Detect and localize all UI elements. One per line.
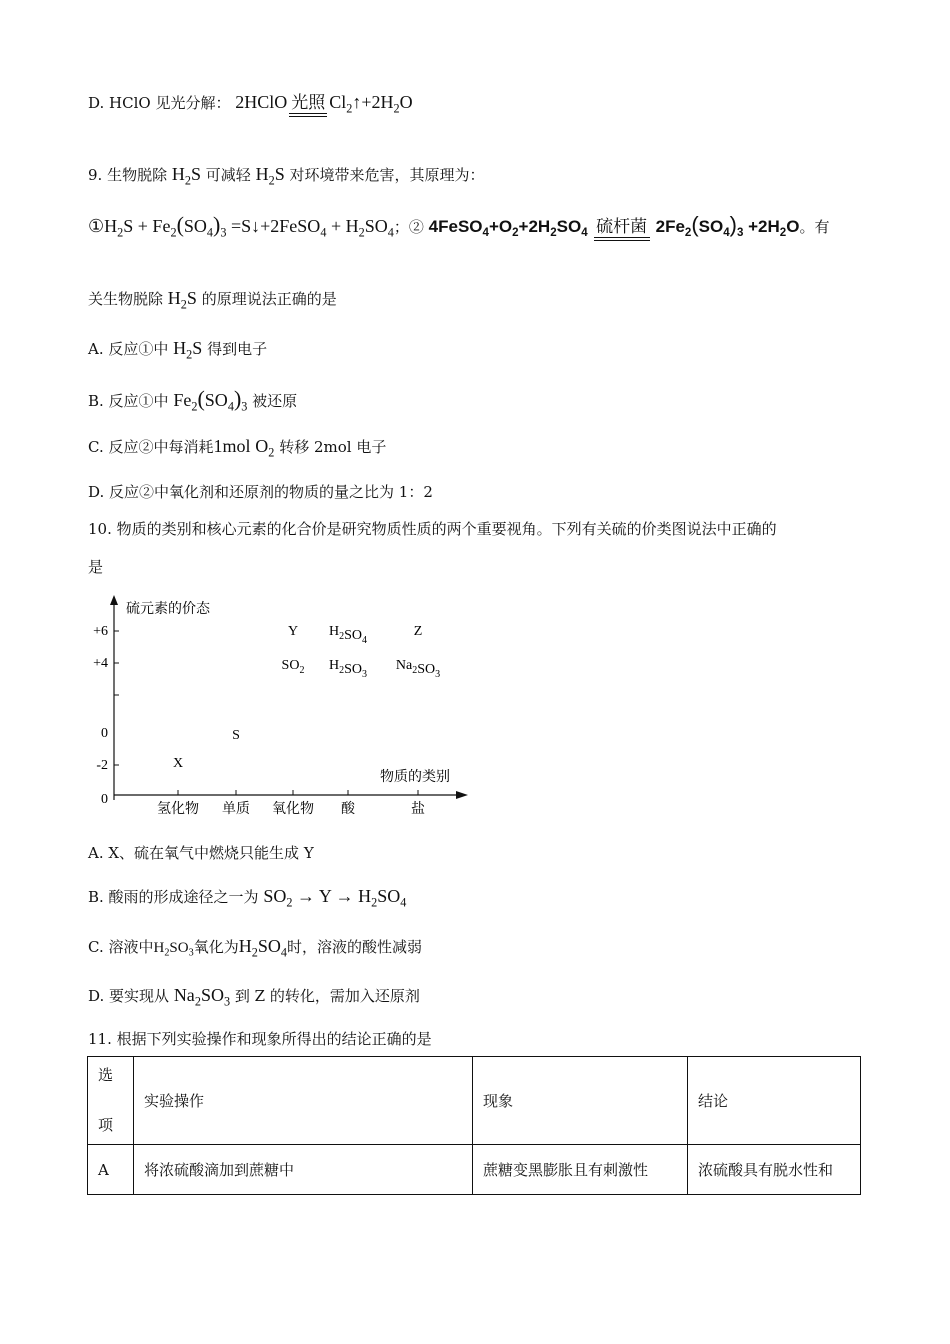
q9-eq-tail: 。有	[799, 218, 830, 236]
q9-a-prefix: A. 反应①中	[88, 340, 169, 358]
y-tick-label: -2	[96, 758, 108, 773]
table-row	[88, 1145, 861, 1195]
y-tick-label: 0	[101, 792, 108, 807]
q9-stem-b: 可减轻	[205, 166, 251, 184]
q10-c-mid: 氧化为	[193, 938, 239, 956]
q9-b-suffix: 被还原	[252, 392, 298, 410]
table-cell: 浓硫酸具有脱水性和	[688, 1145, 861, 1195]
q10-stem: 10. 物质的类别和核心元素的化合价是研究物质性质的两个重要视角。下列有关硫的价类图说法中正确的	[88, 520, 777, 538]
y-axis	[110, 595, 118, 800]
q10-option-c	[88, 936, 422, 960]
q8-equation: 2HClO 光照 $Cl_2↑+2H_2O$	[235, 92, 413, 116]
formula-o2: $O_2$	[255, 436, 275, 460]
q9-stem-a: 9. 生物脱除	[88, 166, 168, 184]
point-label-x: X	[172, 756, 184, 771]
y-axis-label: 硫元素的价态	[126, 601, 210, 617]
x-tick-label: 氧化物	[272, 801, 314, 817]
q9-stem2-a: 关生物脱除	[88, 290, 164, 308]
formula-h2s: $H_2S$	[173, 338, 203, 362]
q9-eq2-prefix: ②	[408, 218, 424, 236]
q8-d-prefix: D. HClO 见光分解：	[88, 94, 231, 112]
q9-stem-2	[88, 288, 337, 312]
y-tick-label: +4	[93, 656, 108, 671]
q9-stem-c: 对环境带来危害，其原理为：	[289, 166, 485, 184]
y-tick-label: +6	[93, 624, 108, 639]
q9-option-d: D. 反应②中氧化剂和还原剂的物质的量之比为 1：2	[88, 483, 433, 501]
formula-h2s: $H_2S$	[167, 288, 197, 312]
q8-option-d	[88, 92, 413, 121]
sulfur-valence-chart	[88, 595, 488, 825]
q9-eq-separator: ；	[393, 218, 409, 236]
q10-option-d	[88, 985, 420, 1009]
q9-option-a	[88, 338, 268, 362]
y-tick-label: 0	[101, 726, 108, 741]
q11-table	[87, 1056, 861, 1195]
header-option	[88, 1057, 134, 1145]
point-label-y: Y	[287, 624, 299, 639]
q9-c-suffix: 转移 2mol 电子	[279, 438, 387, 456]
q9-stem	[88, 164, 485, 188]
q9-option-c	[88, 436, 387, 460]
formula-fe2so43: $Fe_2(SO_4)_3$	[173, 386, 248, 414]
formula-h2s: $H_2S$	[171, 164, 202, 188]
table-header-row	[88, 1057, 861, 1145]
table-cell: 将浓硫酸滴加到蔗糖中	[134, 1145, 473, 1195]
formula-h2so4: $H_2SO_4$	[238, 936, 287, 960]
x-tick-label: 酸	[341, 801, 355, 817]
header-option-2: 项	[98, 1116, 114, 1134]
q9-a-suffix: 得到电子	[207, 340, 268, 358]
formula-h2s: $H_2S$	[255, 164, 285, 188]
q11-stem: 11. 根据下列实验操作和现象所得出的结论正确的是	[88, 1030, 432, 1048]
q9-stem2-b: 的原理说法正确的是	[201, 290, 337, 308]
q10-option-b	[88, 886, 407, 910]
point-label-z: Z	[413, 624, 423, 639]
header-operation: 实验操作	[134, 1057, 473, 1145]
q9-b-prefix: B. 反应①中	[88, 392, 169, 410]
q10-c-prefix: C. 溶液中	[88, 938, 154, 956]
q9-equation-1: $①H_2S + Fe_2(SO_4)_3$ =S↓+2FeSO$_4$ + $H_2SO_4$	[88, 212, 394, 240]
q10-d-suffix: 到 Z 的转化，需加入还原剂	[234, 987, 420, 1005]
header-conclusion: 结论	[688, 1057, 861, 1145]
x-axis	[114, 791, 468, 799]
formula-na2so3: $Na_2SO_3$	[173, 985, 231, 1009]
x-tick-label: 单质	[222, 801, 250, 817]
header-phenomenon: 现象	[473, 1057, 688, 1145]
q9-equation-2: $4FeSO_4+O_2+2H_2SO_4$ 硫杆菌 $2Fe_2(SO_4)_3 +2H_2O$	[428, 212, 800, 240]
point-label-s: S	[232, 728, 240, 743]
table-cell: 蔗糖变黑膨胀且有刺激性	[473, 1145, 688, 1195]
point-label-na2so3: $Na_2SO_3$	[395, 658, 441, 680]
q9-bacteria: 硫杆菌	[596, 217, 648, 236]
formula-h2so3: $H_2SO_3$	[153, 940, 194, 959]
q10-c-suffix: 时，溶液的酸性减弱	[286, 938, 422, 956]
x-tick-label: 氢化物	[157, 801, 199, 817]
table-cell: A	[88, 1145, 134, 1195]
header-option-1: 选	[98, 1066, 114, 1084]
point-label-h2so3: $H_2SO_3$	[328, 658, 368, 680]
q8-condition: 光照	[291, 93, 326, 112]
q10-d-prefix: D. 要实现从	[88, 987, 170, 1005]
q10-option-a: A. X、硫在氧气中燃烧只能生成 Y	[88, 844, 314, 862]
point-label-so2: $SO_2$	[281, 658, 305, 676]
q9-equations	[88, 212, 829, 245]
x-tick-label: 盐	[411, 801, 425, 817]
x-axis-label: 物质的类别	[380, 769, 450, 785]
q10-stem-2: 是	[88, 558, 104, 576]
q9-option-b	[88, 386, 297, 412]
q9-c-mol: 1mol	[213, 436, 251, 456]
q9-c-prefix: C. 反应②中每消耗	[88, 438, 214, 456]
q10-b-prefix: B. 酸雨的形成途径之一为	[88, 888, 259, 906]
point-label-h2so4: $H_2SO_4$	[328, 624, 368, 646]
q10-b-formula: $SO_2 \to Y \to H_2SO_4$	[263, 886, 407, 910]
